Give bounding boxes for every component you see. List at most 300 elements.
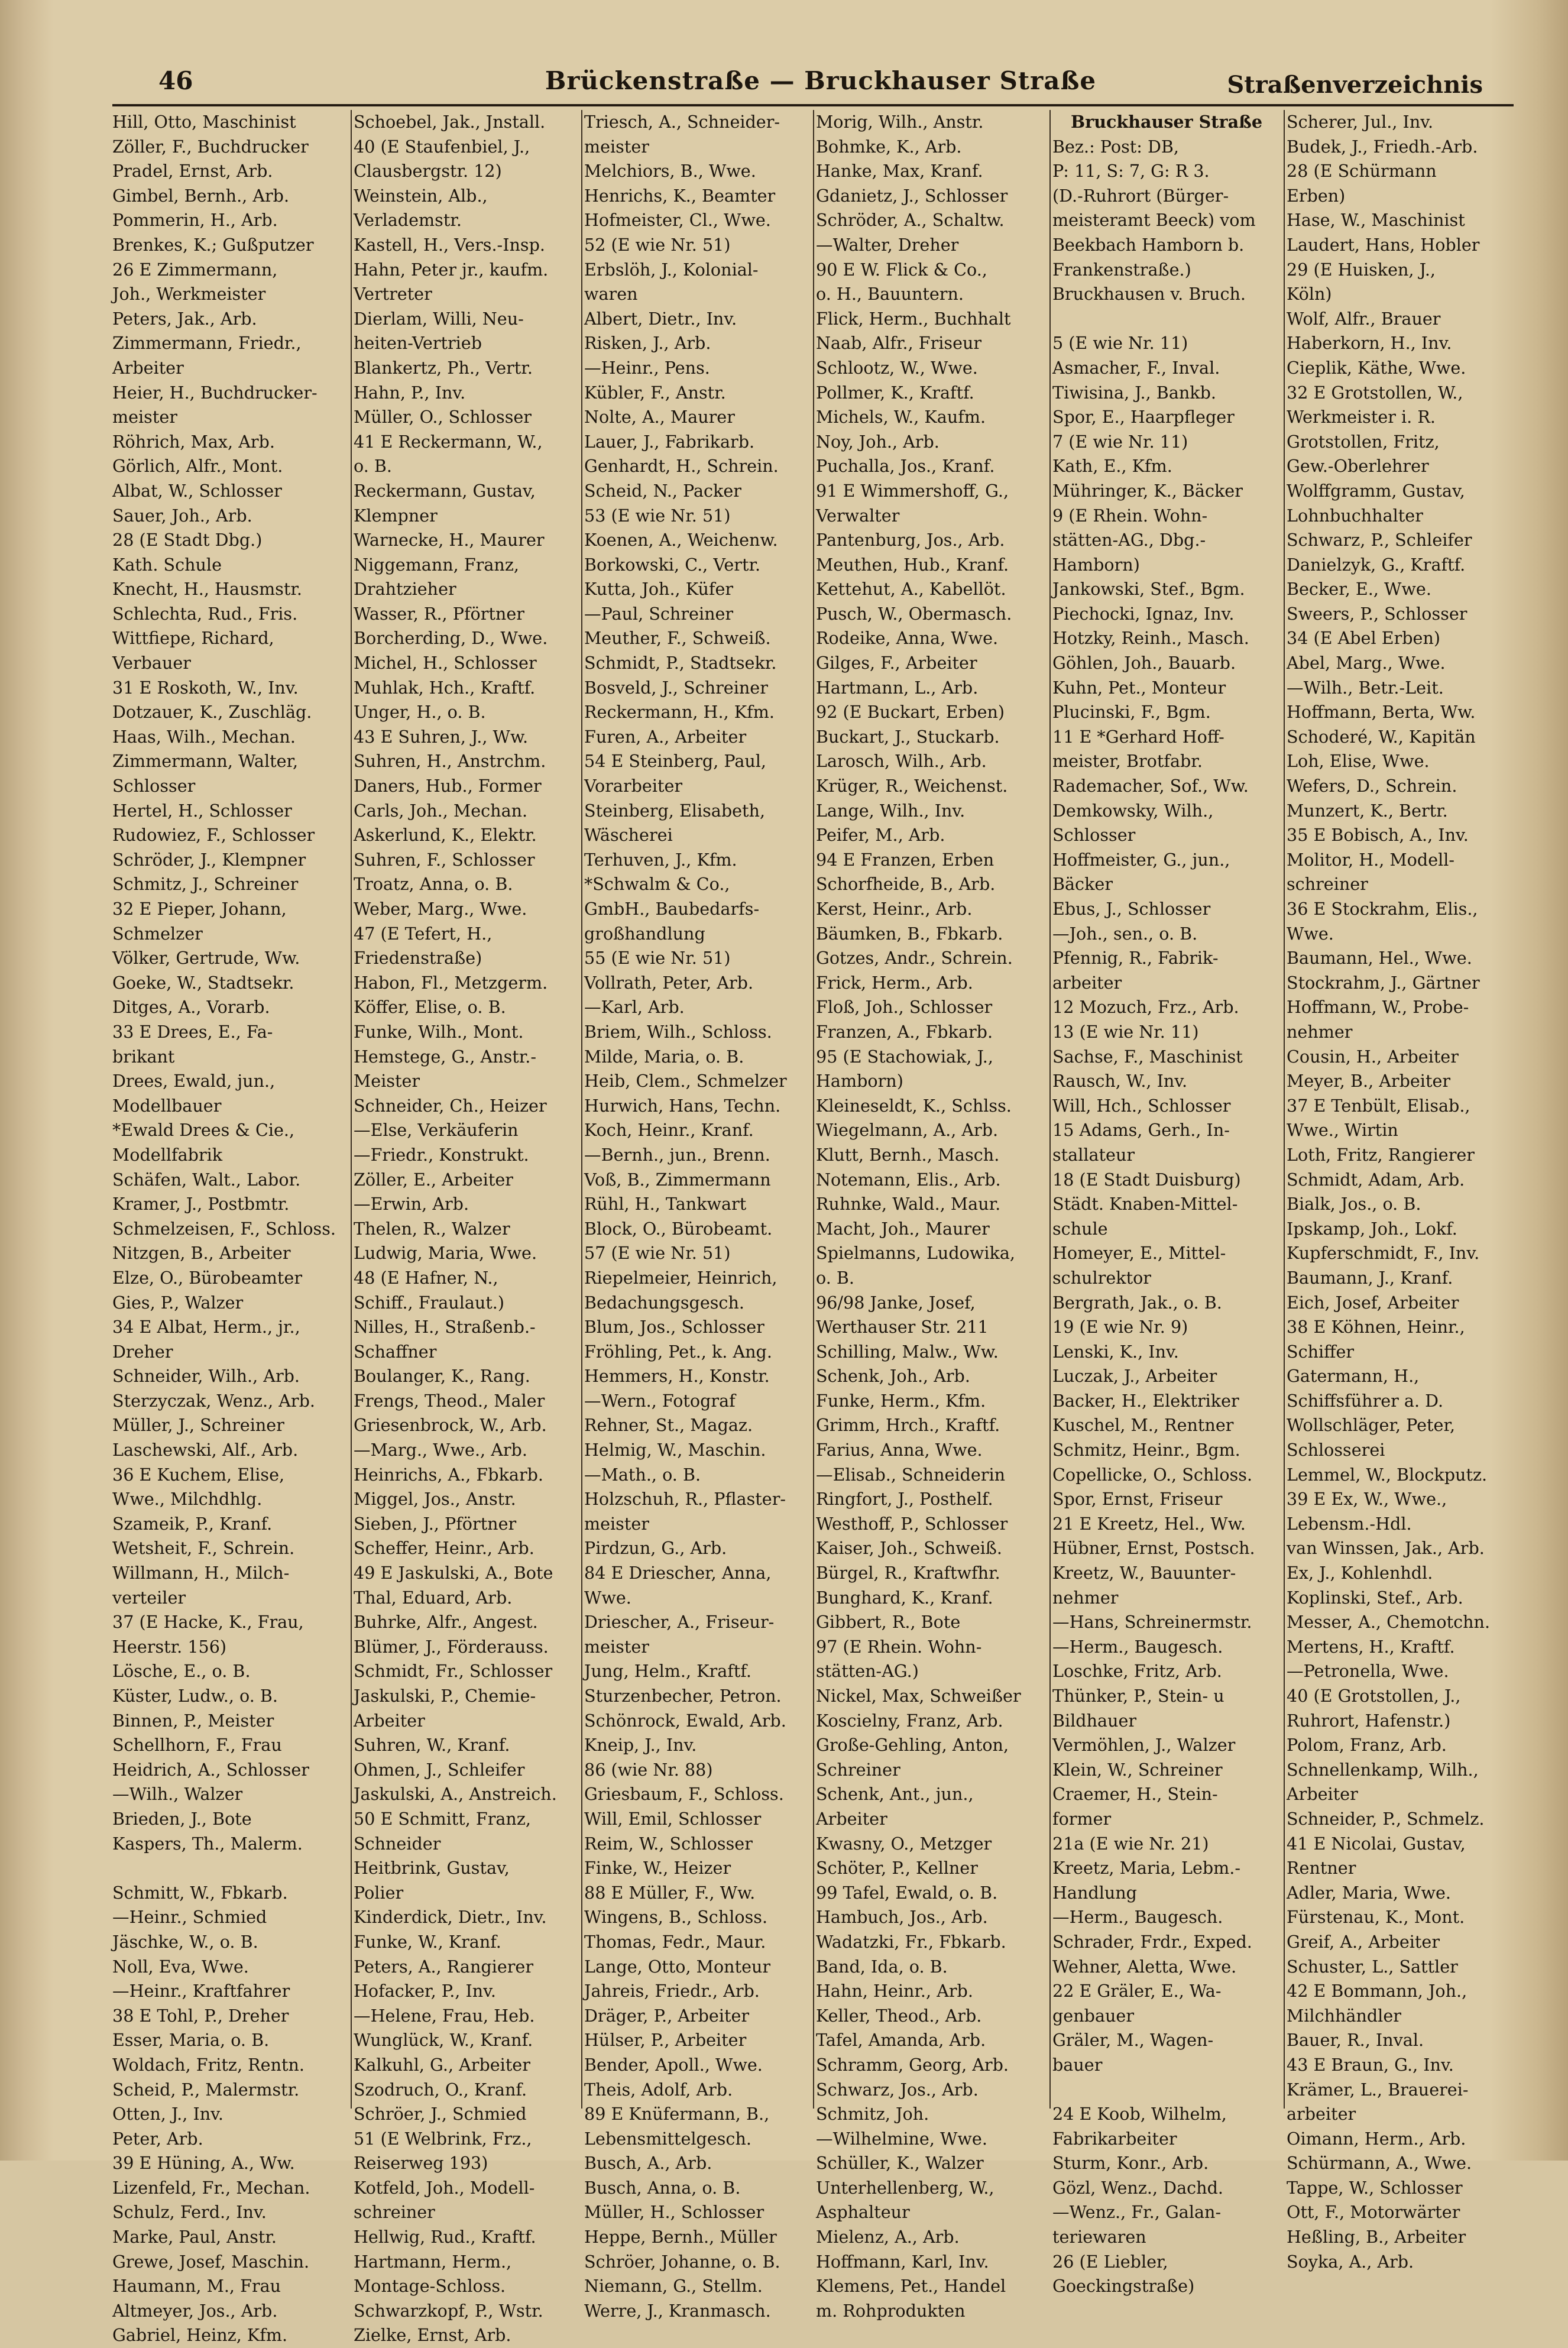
directory-entry-line: Abel, Marg., Wwe. <box>1287 653 1446 673</box>
directory-entry-line: Klemens, Pet., Handel <box>816 2276 1006 2297</box>
directory-entry-line: 11 E *Gerhard Hoff- <box>1052 726 1224 747</box>
directory-entry-line: Mertens, H., Kraftf. <box>1287 1636 1455 1657</box>
directory-entry-line: Schoebel, Jak., Jnstall. <box>354 112 546 132</box>
directory-entry-line: Wiegelmann, A., Arb. <box>816 1120 999 1141</box>
directory-entry-line: Erben) <box>1287 185 1346 206</box>
directory-entry-line: —Friedr., Konstrukt. <box>354 1144 529 1165</box>
directory-entry-line: —Herm., Baugesch. <box>1052 1636 1223 1657</box>
directory-entry-line: 53 (E wie Nr. 51) <box>584 505 731 526</box>
directory-entry-line: 88 E Müller, F., Ww. <box>584 1882 756 1903</box>
directory-entry-line: Kutta, Joh., Küfer <box>584 579 734 600</box>
directory-entry-line: Kaiser, Joh., Schweiß. <box>816 1538 1002 1559</box>
directory-entry-line: Spielmanns, Ludowika, <box>816 1243 1015 1264</box>
directory-entry-line: 51 (E Welbrink, Frz., <box>354 2128 532 2149</box>
directory-entry-line: Baumann, Hel., Wwe. <box>1287 948 1472 969</box>
column-divider <box>1284 110 1285 2109</box>
directory-entry-line: Weinstein, Alb., <box>354 185 488 206</box>
directory-entry-line: Plucinski, F., Bgm. <box>1052 702 1211 723</box>
directory-entry-line: Kwasny, O., Metzger <box>816 1833 992 1854</box>
directory-entry-line: Schnellenkamp, Wilh., <box>1287 1759 1479 1780</box>
directory-entry-line: Haumann, M., Frau <box>112 2276 281 2297</box>
directory-entry-line: Hanke, Max, Kranf. <box>816 161 983 182</box>
directory-entry-line: —Herm., Baugesch. <box>1052 1907 1223 1928</box>
directory-entry-line: Risken, J., Arb. <box>584 333 711 354</box>
directory-entry-line: Suhren, W., Kranf. <box>354 1735 510 1756</box>
directory-entry-line: 41 E Reckermann, W., <box>354 431 543 452</box>
directory-entry-line: Bender, Apoll., Wwe. <box>584 2054 763 2075</box>
directory-entry-line: Verwalter <box>816 505 900 526</box>
directory-entry-line: 47 (E Tefert, H., <box>354 923 493 944</box>
page-header <box>158 66 1483 103</box>
directory-entry-line: —Karl, Arb. <box>584 997 685 1018</box>
directory-entry-line: waren <box>584 284 638 305</box>
directory-entry-line: former <box>1052 1808 1112 1829</box>
directory-entry-line: 52 (E wie Nr. 51) <box>584 234 731 255</box>
directory-entry-line: Hase, W., Maschinist <box>1287 210 1465 231</box>
column-divider <box>813 110 814 2109</box>
directory-entry-line: bauer <box>1052 2054 1103 2075</box>
directory-entry-line: Sieben, J., Pförtner <box>354 1513 517 1534</box>
directory-entry-line: Tappe, W., Schlosser <box>1287 2177 1463 2198</box>
directory-entry-line: Hellwig, Rud., Kraftf. <box>354 2227 536 2247</box>
directory-entry-line: Brenkes, K.; Gußputzer <box>112 234 314 255</box>
directory-entry-line: Hemstege, G., Anstr.- <box>354 1046 537 1067</box>
directory-entry-line: Schmitt, W., Fbkarb. <box>112 1882 288 1903</box>
directory-entry-line: —Hans, Schreinermstr. <box>1052 1612 1252 1633</box>
directory-entry-line: meister <box>584 1513 649 1534</box>
directory-entry-line: Göhlen, Joh., Bauarb. <box>1052 653 1236 673</box>
directory-entry-line: Bedachungsgesch. <box>584 1292 744 1313</box>
directory-entry-line: 86 (wie Nr. 88) <box>584 1759 713 1780</box>
directory-entry-line: Bildhauer <box>1052 1710 1137 1731</box>
directory-entry-line: Band, Ida, o. B. <box>816 1956 948 1977</box>
directory-entry-line: Wadatzki, Fr., Fbkarb. <box>816 1931 1006 1952</box>
directory-entry-line: Kotfeld, Joh., Modell- <box>354 2177 535 2198</box>
directory-entry-line: Schlosser <box>1052 825 1136 846</box>
directory-entry-line: Messer, A., Chemotchn. <box>1287 1612 1491 1633</box>
directory-entry-line: Niemann, G., Stellm. <box>584 2276 763 2297</box>
directory-entry-line: Pommerin, H., Arb. <box>112 210 278 231</box>
directory-entry-line: Greif, A., Arbeiter <box>1287 1931 1440 1952</box>
directory-entry-line: 92 (E Buckart, Erben) <box>816 702 1005 723</box>
directory-entry-line: Thünker, P., Stein- u <box>1052 1686 1224 1706</box>
directory-entry-line: Bergrath, Jak., o. B. <box>1052 1292 1222 1313</box>
directory-entry-line: Borkowski, C., Vertr. <box>584 554 761 575</box>
directory-entry-line: Schäfen, Walt., Labor. <box>112 1169 301 1190</box>
directory-entry-line: Schiffsführer a. D. <box>1287 1390 1444 1411</box>
directory-entry-line: Funke, W., Kranf. <box>354 1931 501 1952</box>
column-divider <box>581 110 582 2109</box>
directory-entry-line: Schulz, Ferd., Inv. <box>112 2202 267 2223</box>
directory-entry-line: 97 (E Rhein. Wohn- <box>816 1636 982 1657</box>
directory-entry-line: —Heinr., Pens. <box>584 357 710 378</box>
directory-entry-line: Mielenz, A., Arb. <box>816 2227 960 2247</box>
directory-entry-line: Hamborn) <box>1052 554 1140 575</box>
directory-entry-line: Dierlam, Willi, Neu- <box>354 308 524 329</box>
directory-entry-line: Kettehut, A., Kabellöt. <box>816 579 1006 600</box>
directory-entry-line: Schiffer <box>1287 1341 1355 1362</box>
directory-entry-line: Schoderé, W., Kapitän <box>1287 726 1476 747</box>
directory-entry-line: Wwe. <box>1287 923 1334 944</box>
directory-entry-line: 15 Adams, Gerh., In- <box>1052 1120 1230 1141</box>
directory-entry-line: Blum, Jos., Schlosser <box>584 1317 764 1337</box>
directory-entry-line: Riepelmeier, Heinrich, <box>584 1267 777 1288</box>
directory-entry-line: Busch, Anna, o. B. <box>584 2177 741 2198</box>
page-title: Brückenstraße — Bruckhauser Straße <box>545 66 1097 95</box>
directory-entry-line: großhandlung <box>584 923 705 944</box>
directory-entry-line: Völker, Gertrude, Ww. <box>112 948 300 969</box>
directory-entry-line: Blankertz, Ph., Vertr. <box>354 357 533 378</box>
directory-entry-line: P: 11, S: 7, G: R 3. <box>1052 161 1210 182</box>
directory-entry-line: stätten-AG., Dbg.- <box>1052 530 1206 550</box>
directory-entry-line: Altmeyer, Jos., Arb. <box>112 2300 278 2321</box>
directory-entry-line: Wingens, B., Schloss. <box>584 1907 768 1928</box>
directory-entry-line: Modellbauer <box>112 1095 222 1116</box>
directory-entry-line: —Helene, Frau, Heb. <box>354 2005 535 2026</box>
directory-entry-line: o. B. <box>816 1267 854 1288</box>
directory-entry-line: Habon, Fl., Metzgerm. <box>354 972 548 993</box>
directory-entry-line: Melchiors, B., Wwe. <box>584 161 756 182</box>
directory-entry-line: Sturzenbecher, Petron. <box>584 1686 782 1706</box>
directory-entry-line: Bauer, R., Inval. <box>1287 2030 1424 2051</box>
directory-entry-line: Hahn, Peter jr., kaufm. <box>354 259 549 280</box>
directory-entry-line: Schüller, K., Walzer <box>816 2153 984 2174</box>
directory-entry-line: Görlich, Alfr., Mont. <box>112 456 283 477</box>
directory-entry-line: Backer, H., Elektriker <box>1052 1390 1239 1411</box>
directory-entry-line: Ex, J., Kohlenhdl. <box>1287 1563 1433 1583</box>
directory-entry-line: Vertreter <box>354 284 432 305</box>
directory-entry-line: Lebensm.-Hdl. <box>1287 1513 1412 1534</box>
directory-entry-line: Danielzyk, G., Kraftf. <box>1287 554 1466 575</box>
directory-entry-line: Michels, W., Kaufm. <box>816 407 986 428</box>
directory-entry-line: Arbeiter <box>354 1710 425 1731</box>
directory-entry-line: Puchalla, Jos., Kranf. <box>816 456 995 477</box>
column-divider <box>1049 110 1051 2109</box>
directory-entry-line: Luczak, J., Arbeiter <box>1052 1366 1217 1387</box>
directory-entry-line: Tiwisina, J., Bankb. <box>1052 382 1217 403</box>
directory-entry-line: Wunglück, W., Kranf. <box>354 2030 533 2051</box>
directory-entry-line: Willmann, H., Milch- <box>112 1563 290 1583</box>
directory-entry-line: Jäschke, W., o. B. <box>112 1931 258 1952</box>
directory-entry-line: meister <box>584 1636 649 1657</box>
directory-entry-line: Will, Hch., Schlosser <box>1052 1095 1231 1116</box>
directory-entry-line: Heier, H., Buchdrucker- <box>112 382 318 403</box>
directory-entry-line: Wittfiepe, Richard, <box>112 628 274 649</box>
directory-entry-line: Pantenburg, Jos., Arb. <box>816 530 1005 550</box>
directory-entry-line: 31 E Roskoth, W., Inv. <box>112 677 299 698</box>
directory-entry-line: Muhlak, Hch., Kraftf. <box>354 677 536 698</box>
directory-entry-line: Ruhnke, Wald., Maur. <box>816 1194 1001 1215</box>
directory-entry-line: Hartmann, Herm., <box>354 2251 512 2272</box>
directory-entry-line: Hemmers, H., Konstr. <box>584 1366 770 1387</box>
directory-entry-line: meister, Brotfabr. <box>1052 751 1203 772</box>
directory-entry-line: Bruckhausen v. Bruch. <box>1052 284 1246 305</box>
directory-entry-line: —Petronella, Wwe. <box>1287 1661 1449 1682</box>
directory-entry-line: Werkmeister i. R. <box>1287 407 1436 428</box>
directory-entry-line: Triesch, A., Schneider- <box>584 112 780 132</box>
directory-entry-line: (D.-Ruhrort (Bürger- <box>1052 185 1229 206</box>
directory-entry-line: Bürgel, R., Kraftwfhr. <box>816 1563 1000 1583</box>
directory-entry-line: Friedenstraße) <box>354 948 482 969</box>
directory-entry-line: Sterzyczak, Wenz., Arb. <box>112 1390 315 1411</box>
directory-entry-line: Rühl, H., Tankwart <box>584 1194 747 1215</box>
directory-entry-line: 32 E Grotstollen, W., <box>1287 382 1463 403</box>
directory-entry-line: Wolf, Alfr., Brauer <box>1287 308 1441 329</box>
directory-entry-line: Schneider, Wilh., Arb. <box>112 1366 300 1387</box>
directory-entry-line: Rentner <box>1287 1858 1356 1879</box>
directory-entry-line: Esser, Maria, o. B. <box>112 2030 270 2051</box>
directory-entry-line: Müller, O., Schlosser <box>354 407 532 428</box>
directory-entry-line: 35 E Bobisch, A., Inv. <box>1287 825 1469 846</box>
directory-entry-line: Hofacker, P., Inv. <box>354 1981 497 2002</box>
directory-entry-line: Hahn, Heinr., Arb. <box>816 1981 973 2002</box>
directory-entry-line: 9 (E Rhein. Wohn- <box>1052 505 1208 526</box>
directory-entry-line: Zimmermann, Friedr., <box>112 333 302 354</box>
directory-entry-line: 36 E Kuchem, Elise, <box>112 1464 285 1485</box>
directory-entry-line: Asphalteur <box>816 2202 910 2223</box>
directory-entry-line: Ebus, J., Schlosser <box>1052 899 1211 919</box>
directory-entry-line: Spor, Ernst, Friseur <box>1052 1489 1223 1510</box>
directory-entry-line: Piechocki, Ignaz, Inv. <box>1052 603 1235 624</box>
directory-entry-line: Albat, W., Schlosser <box>112 480 282 501</box>
directory-entry-line: Schilling, Malw., Ww. <box>816 1341 999 1362</box>
directory-entry-line: Funke, Wilh., Mont. <box>354 1021 524 1042</box>
directory-entry-line: Spor, E., Haarpfleger <box>1052 407 1235 428</box>
column-5 <box>1052 110 1281 2297</box>
directory-entry-line: Wäscherei <box>584 825 673 846</box>
directory-entry-line: Meuther, F., Schweiß. <box>584 628 771 649</box>
directory-entry-line: Goeckingstraße) <box>1052 2276 1195 2297</box>
directory-entry-line: Schmitz, Heinr., Bgm. <box>1052 1440 1240 1460</box>
directory-entry-line: Stockrahm, J., Gärtner <box>1287 972 1480 993</box>
directory-entry-line: Laudert, Hans, Hobler <box>1287 234 1480 255</box>
directory-entry-line: Krämer, L., Brauerei- <box>1287 2079 1469 2100</box>
directory-entry-line: Gdanietz, J., Schlosser <box>816 185 1008 206</box>
directory-entry-line: Lauer, J., Fabrikarb. <box>584 431 755 452</box>
directory-entry-line: Scherer, Jul., Inv. <box>1287 112 1434 132</box>
directory-entry-line: Kreetz, Maria, Lebm.- <box>1052 1858 1241 1879</box>
directory-entry-line: Röhrich, Max, Arb. <box>112 431 275 452</box>
directory-entry-line: Lemmel, W., Blockputz. <box>1287 1464 1488 1485</box>
directory-entry-line: Hoffmann, Karl, Inv. <box>816 2251 989 2272</box>
column-1 <box>112 110 348 2346</box>
directory-entry-line: Pradel, Ernst, Arb. <box>112 161 273 182</box>
directory-entry-line: Szameik, P., Kranf. <box>112 1513 273 1534</box>
directory-entry-line: 41 E Nicolai, Gustav, <box>1287 1833 1466 1854</box>
directory-entry-line: —Joh., sen., o. B. <box>1052 923 1198 944</box>
directory-entry-line: Schrader, Frdr., Exped. <box>1052 1931 1252 1952</box>
directory-entry-line: Kuhn, Pet., Monteur <box>1052 677 1226 698</box>
directory-entry-line: —Wern., Fotograf <box>584 1390 736 1411</box>
directory-entry-line: Beekbach Hamborn b. <box>1052 234 1245 255</box>
directory-entry-line: Larosch, Wilh., Arb. <box>816 751 987 772</box>
directory-entry-line: Baumann, J., Kranf. <box>1287 1267 1453 1288</box>
directory-entry-line: stätten-AG.) <box>816 1661 919 1682</box>
directory-entry-line: Meuthen, Hub., Kranf. <box>816 554 1009 575</box>
directory-entry-line: Peter, Arb. <box>112 2128 203 2149</box>
directory-entry-line: Klempner <box>354 505 438 526</box>
directory-entry-line: Gies, P., Walzer <box>112 1292 244 1313</box>
directory-entry-line: schreiner <box>354 2202 435 2223</box>
directory-entry-line: Helmig, W., Maschin. <box>584 1440 766 1460</box>
directory-entry-line: Franzen, A., Fbkarb. <box>816 1021 993 1042</box>
directory-entry-line: Koplinski, Stef., Arb. <box>1287 1587 1463 1608</box>
directory-entry-line: Kath. Schule <box>112 554 222 575</box>
directory-entry-line: Kupferschmidt, F., Inv. <box>1287 1243 1480 1264</box>
directory-entry-line: Bruckhauser Straße <box>1070 112 1263 132</box>
directory-entry-line: Cieplik, Käthe, Wwe. <box>1287 357 1466 378</box>
directory-entry-line: Michel, H., Schlosser <box>354 653 537 673</box>
directory-entry-line: 84 E Driescher, Anna, <box>584 1563 772 1583</box>
directory-entry-line: Lange, Wilh., Inv. <box>816 800 966 821</box>
directory-entry-line: Haberkorn, H., Inv. <box>1287 333 1452 354</box>
directory-entry-line: Rudowiez, F., Schlosser <box>112 825 315 846</box>
directory-entry-line: Wwe., Milchdhlg. <box>112 1489 263 1510</box>
directory-entry-line: Reckermann, Gustav, <box>354 480 536 501</box>
directory-entry-line: Elze, O., Bürobeamter <box>112 1267 302 1288</box>
directory-entry-line: Dräger, P., Arbeiter <box>584 2005 750 2026</box>
directory-entry-line: Schenk, Ant., jun., <box>816 1784 974 1805</box>
directory-entry-line: Bosveld, J., Schreiner <box>584 677 768 698</box>
directory-entry-line: Schwarzkopf, P., Wstr. <box>354 2300 543 2321</box>
directory-entry-line: Suhren, H., Anstrchm. <box>354 751 546 772</box>
directory-entry-line: Lenski, K., Inv. <box>1052 1341 1179 1362</box>
directory-entry-line: schulrektor <box>1052 1267 1151 1288</box>
directory-entry-line: Zielke, Ernst, Arb. <box>354 2325 511 2346</box>
directory-entry-line: Voß, B., Zimmermann <box>584 1169 771 1190</box>
directory-entry-line: Scheid, P., Malermstr. <box>112 2079 300 2100</box>
directory-entry-line: Kübler, F., Anstr. <box>584 382 726 403</box>
directory-entry-line: Flick, Herm., Buchhalt <box>816 308 1011 329</box>
directory-entry-line: Verlademstr. <box>354 210 462 231</box>
directory-entry-line: meisteramt Beeck) vom <box>1052 210 1256 231</box>
directory-entry-line: Scheid, N., Packer <box>584 480 741 501</box>
directory-entry-line: schreiner <box>1287 874 1368 895</box>
directory-entry-line: Vollrath, Peter, Arb. <box>584 972 754 993</box>
directory-entry-line: Reckermann, H., Kfm. <box>584 702 775 723</box>
directory-entry-line: Heib, Clem., Schmelzer <box>584 1071 787 1092</box>
directory-entry-line: o. B. <box>354 456 392 477</box>
directory-entry-line: Kinderdick, Dietr., Inv. <box>354 1907 547 1928</box>
column-divider <box>351 110 352 2109</box>
directory-entry-line: Schiff., Fraulaut.) <box>354 1292 505 1313</box>
directory-entry-line: Loth, Fritz, Rangierer <box>1287 1144 1475 1165</box>
directory-entry-line: Morig, Wilh., Anstr. <box>816 112 984 132</box>
directory-entry-line: meister <box>112 407 177 428</box>
directory-entry-line: Peters, A., Rangierer <box>354 1956 534 1977</box>
directory-entry-line: Ruhrort, Hafenstr.) <box>1287 1710 1451 1731</box>
directory-entry-line: Schellhorn, F., Frau <box>112 1735 282 1756</box>
directory-entry-line: Peifer, M., Arb. <box>816 825 945 846</box>
directory-entry-line: 48 (E Hafner, N., <box>354 1267 498 1288</box>
directory-entry-line: 90 E W. Flick & Co., <box>816 259 987 280</box>
directory-entry-line: —Elisab., Schneiderin <box>816 1464 1006 1485</box>
directory-entry-line: Funke, Herm., Kfm. <box>816 1390 986 1411</box>
directory-entry-line: 21a (E wie Nr. 21) <box>1052 1833 1209 1854</box>
directory-entry-line: Sauer, Joh., Arb. <box>112 505 252 526</box>
directory-entry-line: 40 (E Grotstollen, J., <box>1287 1686 1461 1706</box>
directory-entry-line: Dotzauer, K., Zuschläg. <box>112 702 312 723</box>
directory-entry-line: Goeke, W., Stadtsekr. <box>112 972 294 993</box>
directory-entry-line: 5 (E wie Nr. 11) <box>1052 333 1188 354</box>
directory-entry-line: Otten, J., Inv. <box>112 2104 224 2124</box>
directory-entry-line: Frick, Herm., Arb. <box>816 972 973 993</box>
directory-entry-line: 96/98 Janke, Josef, <box>816 1292 976 1313</box>
directory-entry-line: Koch, Heinr., Kranf. <box>584 1120 754 1141</box>
directory-entry-line: Munzert, K., Bertr. <box>1287 800 1448 821</box>
directory-entry-line: Schröer, Johanne, o. B. <box>584 2251 780 2272</box>
column-6 <box>1287 110 1515 2272</box>
directory-entry-line: Westhoff, P., Schlosser <box>816 1513 1008 1534</box>
directory-entry-line: Lebensmittelgesch. <box>584 2128 751 2149</box>
directory-entry-line: Große-Gehling, Anton, <box>816 1735 1009 1756</box>
directory-entry-line: Holzschuh, R., Pflaster- <box>584 1489 786 1510</box>
directory-entry-line: Binnen, P., Meister <box>112 1710 274 1731</box>
directory-entry-line: Schmidt, Adam, Arb. <box>1287 1169 1465 1190</box>
directory-entry-line: Arbeiter <box>112 357 184 378</box>
directory-entry-line: Schürmann, A., Wwe. <box>1287 2153 1472 2174</box>
directory-entry-line: —Marg., Wwe., Arb. <box>354 1440 527 1460</box>
directory-entry-line: Thomas, Fedr., Maur. <box>584 1931 766 1952</box>
directory-entry-line: 38 E Köhnen, Heinr., <box>1287 1317 1465 1337</box>
directory-entry-line: Heidrich, A., Schlosser <box>112 1759 309 1780</box>
directory-entry-line: Köln) <box>1287 284 1332 305</box>
directory-entry-line: Rodeike, Anna, Wwe. <box>816 628 999 649</box>
directory-entry-line: Heppe, Bernh., Müller <box>584 2227 777 2247</box>
directory-entry-line: Gözl, Wenz., Dachd. <box>1052 2177 1223 2198</box>
directory-entry-line: Gabriel, Heinz, Kfm. <box>112 2325 288 2346</box>
directory-entry-line: Keller, Theod., Arb. <box>816 2005 982 2026</box>
directory-entry-line: brikant <box>112 1046 175 1067</box>
directory-entry-line: —Wilh., Betr.-Leit. <box>1287 677 1444 698</box>
directory-entry-line: Borcherding, D., Wwe. <box>354 628 548 649</box>
directory-entry-line: Kreetz, W., Bauunter- <box>1052 1563 1236 1583</box>
directory-entry-line: —Else, Verkäuferin <box>354 1120 519 1141</box>
directory-entry-line: Oimann, Herm., Arb. <box>1287 2128 1466 2149</box>
directory-entry-line: Lohnbuchhalter <box>1287 505 1423 526</box>
directory-entry-line: Craemer, H., Stein- <box>1052 1784 1218 1805</box>
directory-entry-line: Buckart, J., Stuckarb. <box>816 726 1000 747</box>
directory-entry-line: Nitzgen, B., Arbeiter <box>112 1243 291 1264</box>
directory-entry-line: Grewe, Josef, Maschin. <box>112 2251 310 2272</box>
directory-entry-line: *Schwalm & Co., <box>584 874 730 895</box>
directory-entry-line: Gatermann, H., <box>1287 1366 1420 1387</box>
directory-entry-line: 42 E Bommann, Joh., <box>1287 1981 1467 2002</box>
directory-entry-line: —Heinr., Kraftfahrer <box>112 1981 290 2002</box>
directory-entry-line: 28 (E Stadt Dbg.) <box>112 530 263 550</box>
directory-entry-line: Weber, Marg., Wwe. <box>354 899 527 919</box>
directory-entry-line: Polier <box>354 1882 404 1903</box>
directory-entry-line: Werthauser Str. 211 <box>816 1317 989 1337</box>
directory-entry-line: Zimmermann, Walter, <box>112 751 299 772</box>
directory-entry-line: Bialk, Jos., o. B. <box>1287 1194 1421 1215</box>
directory-entry-line: Verbauer <box>112 653 191 673</box>
directory-entry-line: Bäumken, B., Fbkarb. <box>816 923 1003 944</box>
directory-entry-line: Rademacher, Sof., Ww. <box>1052 776 1249 796</box>
directory-entry-line: Ludwig, Maria, Wwe. <box>354 1243 537 1264</box>
directory-entry-line: Eich, Josef, Arbeiter <box>1287 1292 1459 1313</box>
directory-entry-line: Peters, Jak., Arb. <box>112 308 257 329</box>
directory-entry-line: arbeiter <box>1052 972 1122 993</box>
directory-entry-line: Schmitz, Joh. <box>816 2104 929 2124</box>
directory-entry-line: 21 E Kreetz, Hel., Ww. <box>1052 1513 1246 1534</box>
directory-entry-line: Hoffmann, W., Probe- <box>1287 997 1469 1018</box>
directory-entry-line: Krüger, R., Weichenst. <box>816 776 1008 796</box>
directory-entry-line: Busch, A., Arb. <box>584 2153 712 2174</box>
directory-entry-line: Briem, Wilh., Schloss. <box>584 1021 772 1042</box>
directory-entry-line: Klutt, Bernh., Masch. <box>816 1144 1000 1165</box>
directory-entry-line: Scheffer, Heinr., Arb. <box>354 1538 534 1559</box>
